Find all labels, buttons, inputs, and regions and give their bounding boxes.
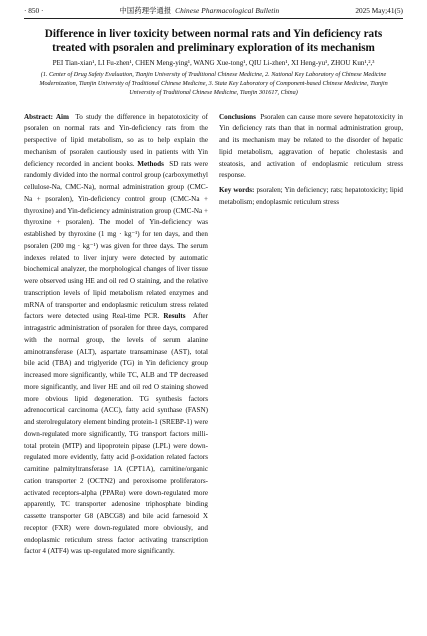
methods-text: SD rats were randomly divided into the normal control group (carboxymethyl cellulose-Na, CMC-Na), normal administration group (CMC-Na + psoralen), Yin-deficiency control group (CMC-Na + thyroxine) and Yin-deficiency administration group (CMC-Na + thyroxine + psoralen). The model of Yin-deficiency was established by thyroxine (1 mg · kg⁻¹) for ten days, and then psoralen (200 mg · kg⁻¹) was given for three days. The serum indexes related to liver injury were detected by automatic biochemical analyzer, the morphological changes of liver tissue were observed using HE and oil red O staining, and the relative transcription levels of lipid metabolism related enzymes and mRNA of transporter and endoplasmic reticulum stress related factors were detected using Real-time PCR.: [24, 159, 208, 321]
journal-name: [120, 6, 280, 16]
conclusions-text: Psoralen can cause more severe hepatotoxicity in Yin deficiency rats than that in normal administration group, and its mechanism may be related to the disorder of hepatic lipid metabolism, aggravation of hepatic cholestasis and steatosis, and activation of endoplasmic reticulum stress response.: [219, 112, 403, 180]
abstract-column-right: [219, 112, 403, 559]
author-list: PEI Tian-xian¹, LI Fu-zhen¹, CHEN Meng-ying¹, WANG Xue-tong¹, QIU Li-zhen¹, XI Heng-yu¹, ZHOU Kun¹,²,³: [52, 59, 375, 67]
affiliation: (1. Center of Drug Safety Evaluation, Tianjin University of Traditional Chinese Medicine, 2. National Key Laboratory of Chinese Medicine Modernization, Tianjin University of Traditional Chinese Medicine, 3. State Key Laboratory of Component-based Chinese Medicine, Tianjin University of Traditional Chinese Medicine, Tianjin 301617, China): [39, 71, 388, 97]
keywords: [219, 185, 403, 209]
conclusions-label: Conclusions: [219, 112, 256, 121]
aim-label: Abstract: Aim: [24, 112, 69, 121]
article-title: Difference in liver toxicity between normal rats and Yin deficiency rats treated with psoralen and preliminary exploration of its mechanism: [44, 28, 383, 54]
abstract-body: [24, 112, 403, 559]
methods-label: Methods: [137, 159, 164, 168]
page-number: · 850 ·: [24, 6, 44, 15]
results-text: After intragastric administration of psoralen for three days, compared with the normal group, the levels of serum alanine aminotransferase (ALT), aspartate transaminase (AST), total bile acid (TBA) and triglyeride (TG) in Yin deficiency group increased more significantly, while TC, ALB and TP decreased more significantly, and liver HE and oil red O staining showed more obvious lipid degeneration. TG synthesis factors adrenocortical carcinoma (ACC), fatty acid synthase (FASN) and sterolregulatory element binding protein-1 (SREBP-1) were down-regulated more significantly, TG transport factors milli-total protein (MTP) and lipoprotein pipase (LPL) were down-regulated more evidently, fatty acid β-oxidation related factors carnitine palmityltransferase 1A (CPT1A), carnitine/organic cation transporter 2 (OCTN2) and peroxisome proliferators-activated receptors-alpha (PPARα) were down-regulated more apparently, TC transporter adenosine triphosphate binding cassette transporter G8 (ABCG8) and bile acid farnesoid X receptor (FXR) were down-regulated more obviously, and endoplasmic reticulum stress factor activating transcription factor 4 (ATF4) was up-regulated more significantly.: [24, 312, 208, 556]
running-header: [24, 6, 403, 19]
keywords-text: psoralen; Yin deficiency; rats; hepatotoxicity; lipid metabolism; endoplasmic reticulum stress: [219, 186, 403, 206]
results-label: Results: [163, 312, 186, 321]
issue-info: 2025 May;41(5): [355, 6, 403, 15]
aim-text: To study the difference in hepatotoxicity of psoralen on normal rats and Yin-deficiency rats from the perspective of lipid metabolism, so as to help explain the mechanism of psoralen cautiously used in patients with Yin deficiency recorded in ancient books.: [24, 112, 208, 168]
journal-name-cn: 中国药理学通报: [119, 6, 172, 15]
journal-name-en: Chinese Pharmacological Bulletin: [175, 6, 280, 15]
keywords-label: Key words:: [219, 186, 255, 195]
abstract-column-left: [24, 112, 208, 559]
